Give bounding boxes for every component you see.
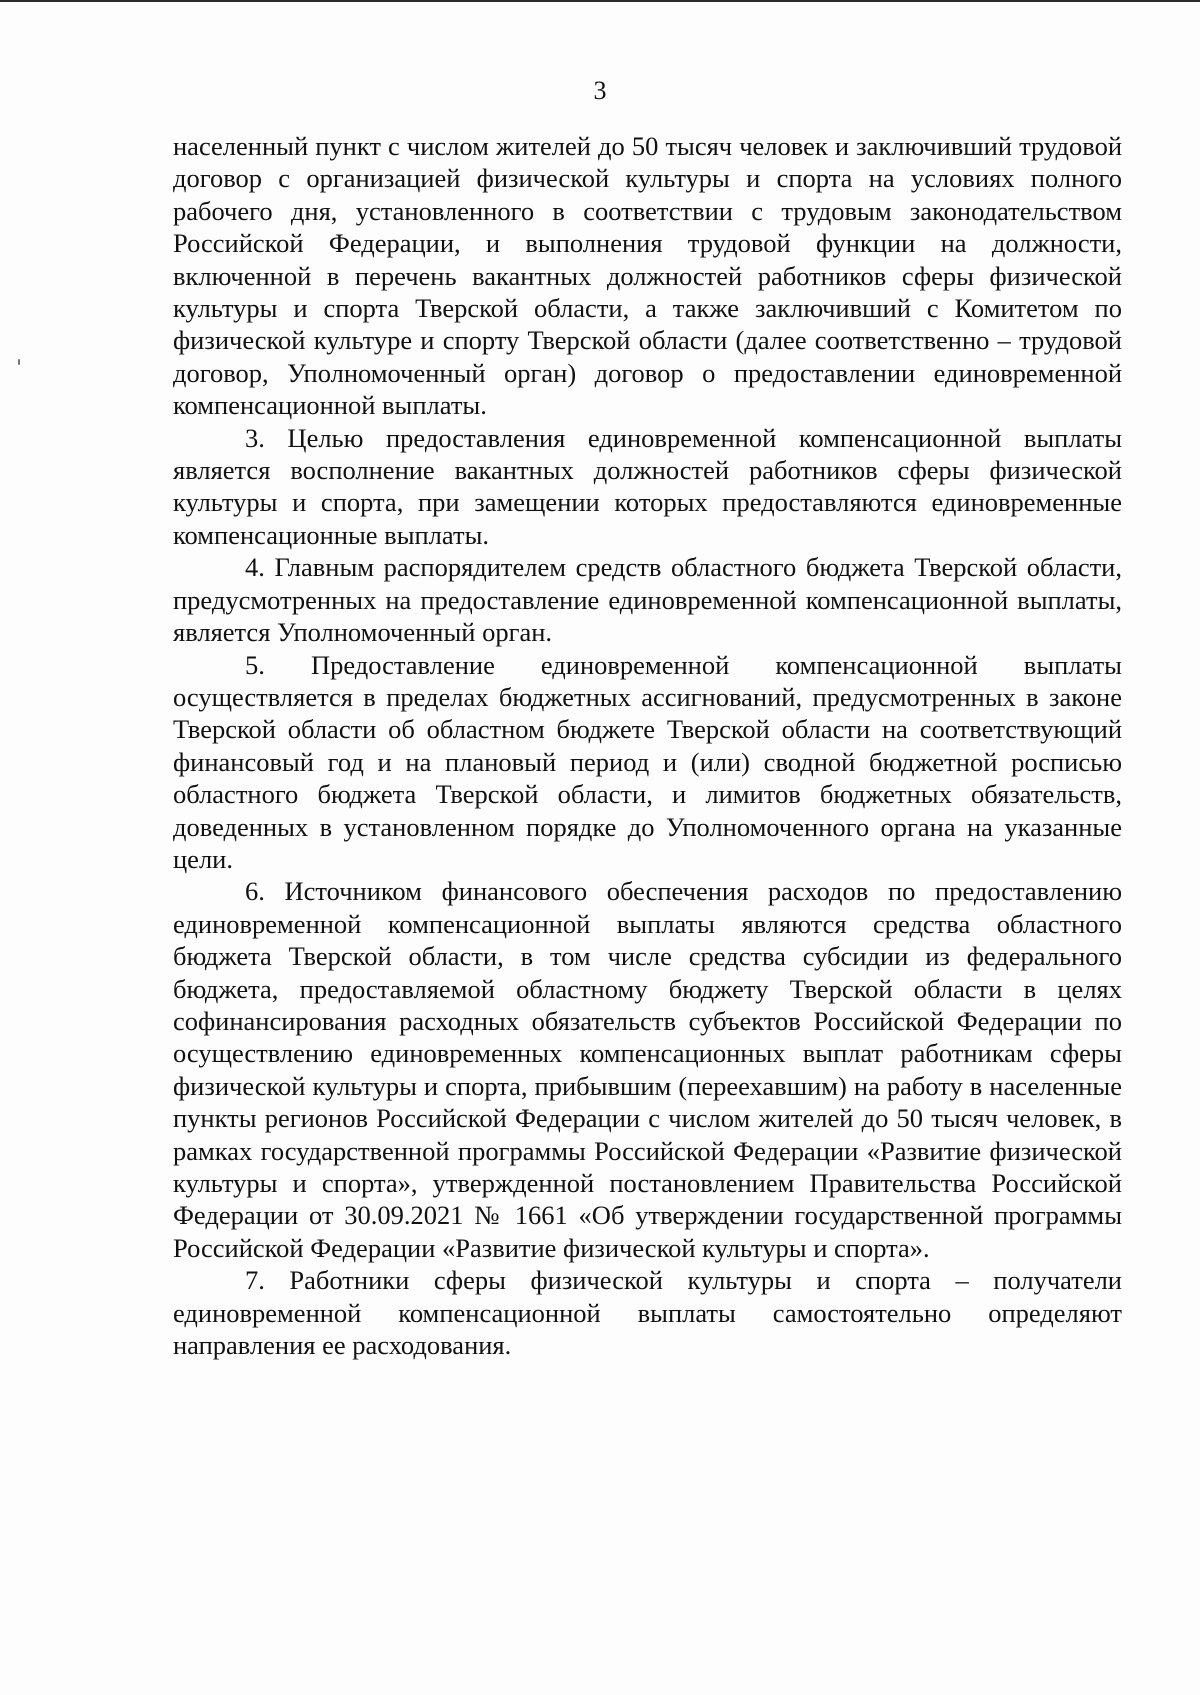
page-number: 3: [593, 76, 607, 105]
document-body: [173, 130, 1122, 1361]
paragraph-6: 6. Источником финансового обеспечения расходов по предоставлению единовременной компенсационной выплаты являются средства областного бюджета Тверской области, в том числе средства субсидии из федерального бюджета, предоставляемой областному бюджету Тверской области в целях софинансирования расходных обязательств субъектов Российской Федерации по осуществлению единовременных компенсационных выплат работникам сферы физической культуры и спорта, прибывшим (переехавшим) на работу в населенные пункты регионов Российской Федерации с числом жителей до 50 тысяч человек, в рамках государственной программы Российской Федерации «Развитие физической культуры и спорта», утвержденной постановлением Правительства Российской Федерации от 30.09.2021 № 1661 «Об утверждении государственной программы Российской Федерации «Развитие физической культуры и спорта».: [173, 876, 1122, 1263]
paragraph-7: 7. Работники сферы физической культуры и спорта – получатели единовременной компенсационной выплаты самостоятельно определяют направления ее расходования.: [173, 1265, 1122, 1361]
scan-speck: [18, 359, 20, 365]
paragraph-4: 4. Главным распорядителем средств областного бюджета Тверской области, предусмотренных на предоставление единовременной компенсационной выплаты, является Уполномоченный орган.: [173, 552, 1122, 648]
paragraph-3: 3. Целью предоставления единовременной компенсационной выплаты является восполнение вакантных должностей работников сферы физической культуры и спорта, при замещении которых предоставляются единовременные компенсационные выплаты.: [173, 422, 1122, 550]
paragraph-continuation: населенный пункт с числом жителей до 50 тысяч человек и заключивший трудовой договор с организацией физической культуры и спорта на условиях полного рабочего дня, установленного в соответствии с трудовым законодательством Российской Федерации, и выполнения трудовой функции на должности, включенной в перечень вакантных должностей работников сферы физической культуры и спорта Тверской области, а также заключивший с Комитетом по физической культуре и спорту Тверской области (далее соответственно – трудовой договор, Уполномоченный орган) договор о предоставлении единовременной компенсационной выплаты.: [173, 131, 1122, 421]
paragraph-5: 5. Предоставление единовременной компенсационной выплаты осуществляется в пределах бюджетных ассигнований, предусмотренных в законе Тверской области об областном бюджете Тверской области на соответствующий финансовый год и на плановый период и (или) сводной бюджетной росписью областного бюджета Тверской области, и лимитов бюджетных обязательств, доведенных в установленном порядке до Уполномоченного органа на указанные цели.: [173, 649, 1122, 874]
